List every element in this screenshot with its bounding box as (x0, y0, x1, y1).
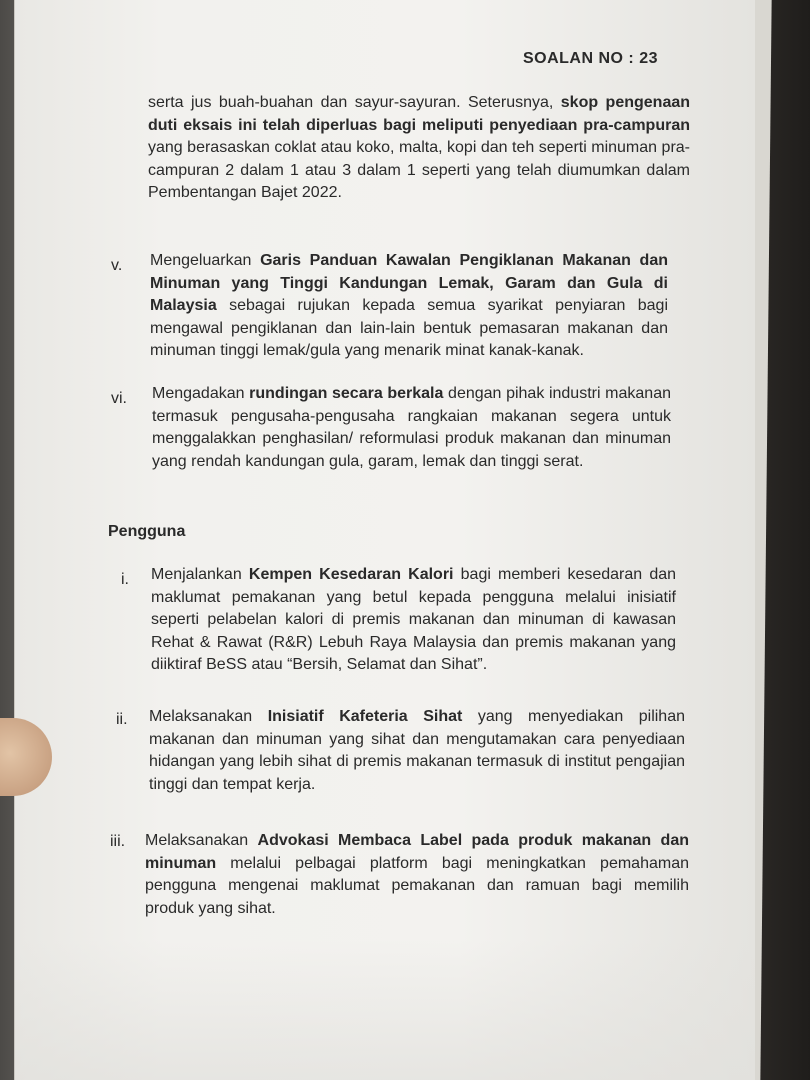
item-vi-text-2: dengan pihak industri makanan termasuk pengusaha-pengusaha rangkaian makanan segera untuk menggalakkan penghasilan/ reformulasi produk makanan dan minuman yang rendah kandungan gula, garam, lemak dan tinggi serat. (152, 385, 671, 470)
item-iii-text-1: Melaksanakan (145, 832, 258, 849)
continuation-text-2: yang berasaskan coklat atau koko, malta, kopi dan teh seperti minuman pra-campuran 2 dalam 1 atau 3 dalam 1 seperti yang telah diumumkan dalam Pembentangan Bajet 2022. (148, 139, 690, 201)
item-iii-text-2: melalui pelbagai platform bagi meningkatkan pemahaman pengguna mengenai maklumat pemakanan dan ramuan bagi memilih produk yang sihat. (145, 854, 689, 917)
item-number-ii: ii. (116, 711, 128, 728)
item-ii-text-2: yang menyediakan pilihan makanan dan minuman yang sihat dan mengutamakan cara penyediaan hidangan yang lebih sihat di premis makanan termasuk di institut pengajian tinggi dan tempat kerja. (149, 708, 685, 793)
item-ii-bold: Inisiatif Kafeteria Sihat (267, 708, 463, 725)
item-iii-bold: Advokasi Membaca Label pada produk makanan dan minuman (145, 832, 689, 872)
item-vi-bold: rundingan secara berkala (249, 385, 444, 402)
item-number-v: v. (111, 257, 123, 274)
item-number-vi: vi. (111, 390, 127, 407)
continuation-bold: skop pengenaan duti eksais ini telah diperluas bagi meliputi penyediaan pra-campuran (148, 94, 691, 134)
item-vi-paragraph (152, 383, 671, 473)
item-v-text-2: sebagai rujukan kepada semua syarikat penyiaran bagi mengawal pengiklanan dan lain-lain bentuk pemasaran makanan dan minuman tinggi lemak/gula yang menarik minat kanak-kanak. (150, 297, 668, 359)
section-title: Pengguna (108, 523, 186, 540)
question-number: SOALAN NO : 23 (522, 50, 658, 67)
item-i-text-2: bagi memberi kesedaran dan maklumat pemakanan yang betul kepada pengguna melalui inisiatif seperti pelabelan kalori di premis makanan dan minuman di kawasan Rehat & Rawat (R&R) Lebuh Raya Malaysia dan premis makanan yang diiktiraf BeSS atau “Bersih, Selamat dan Sihat”. (151, 566, 677, 673)
item-i-bold: Kempen Kesedaran Kalori (248, 566, 454, 583)
item-i-paragraph (151, 564, 676, 677)
item-vi-text-1: Mengadakan (152, 385, 250, 402)
continuation-text-1: serta jus buah-buahan dan sayur-sayuran. Seterusnya, (148, 94, 561, 111)
continuation-paragraph (148, 92, 690, 205)
item-iii-paragraph (145, 830, 689, 920)
item-number-i: i. (121, 571, 129, 588)
item-i-text-1: Menjalankan (151, 566, 249, 583)
item-v-paragraph (150, 250, 668, 363)
item-v-bold: Garis Panduan Kawalan Pengiklanan Makanan dan Minuman yang Tinggi Kandungan Lemak, Garam dan Gula di Malaysia (150, 252, 669, 314)
item-v-text-1: Mengeluarkan (150, 252, 261, 269)
item-ii-paragraph (149, 706, 685, 796)
item-number-iii: iii. (110, 833, 126, 850)
item-ii-text-1: Melaksanakan (149, 708, 268, 725)
